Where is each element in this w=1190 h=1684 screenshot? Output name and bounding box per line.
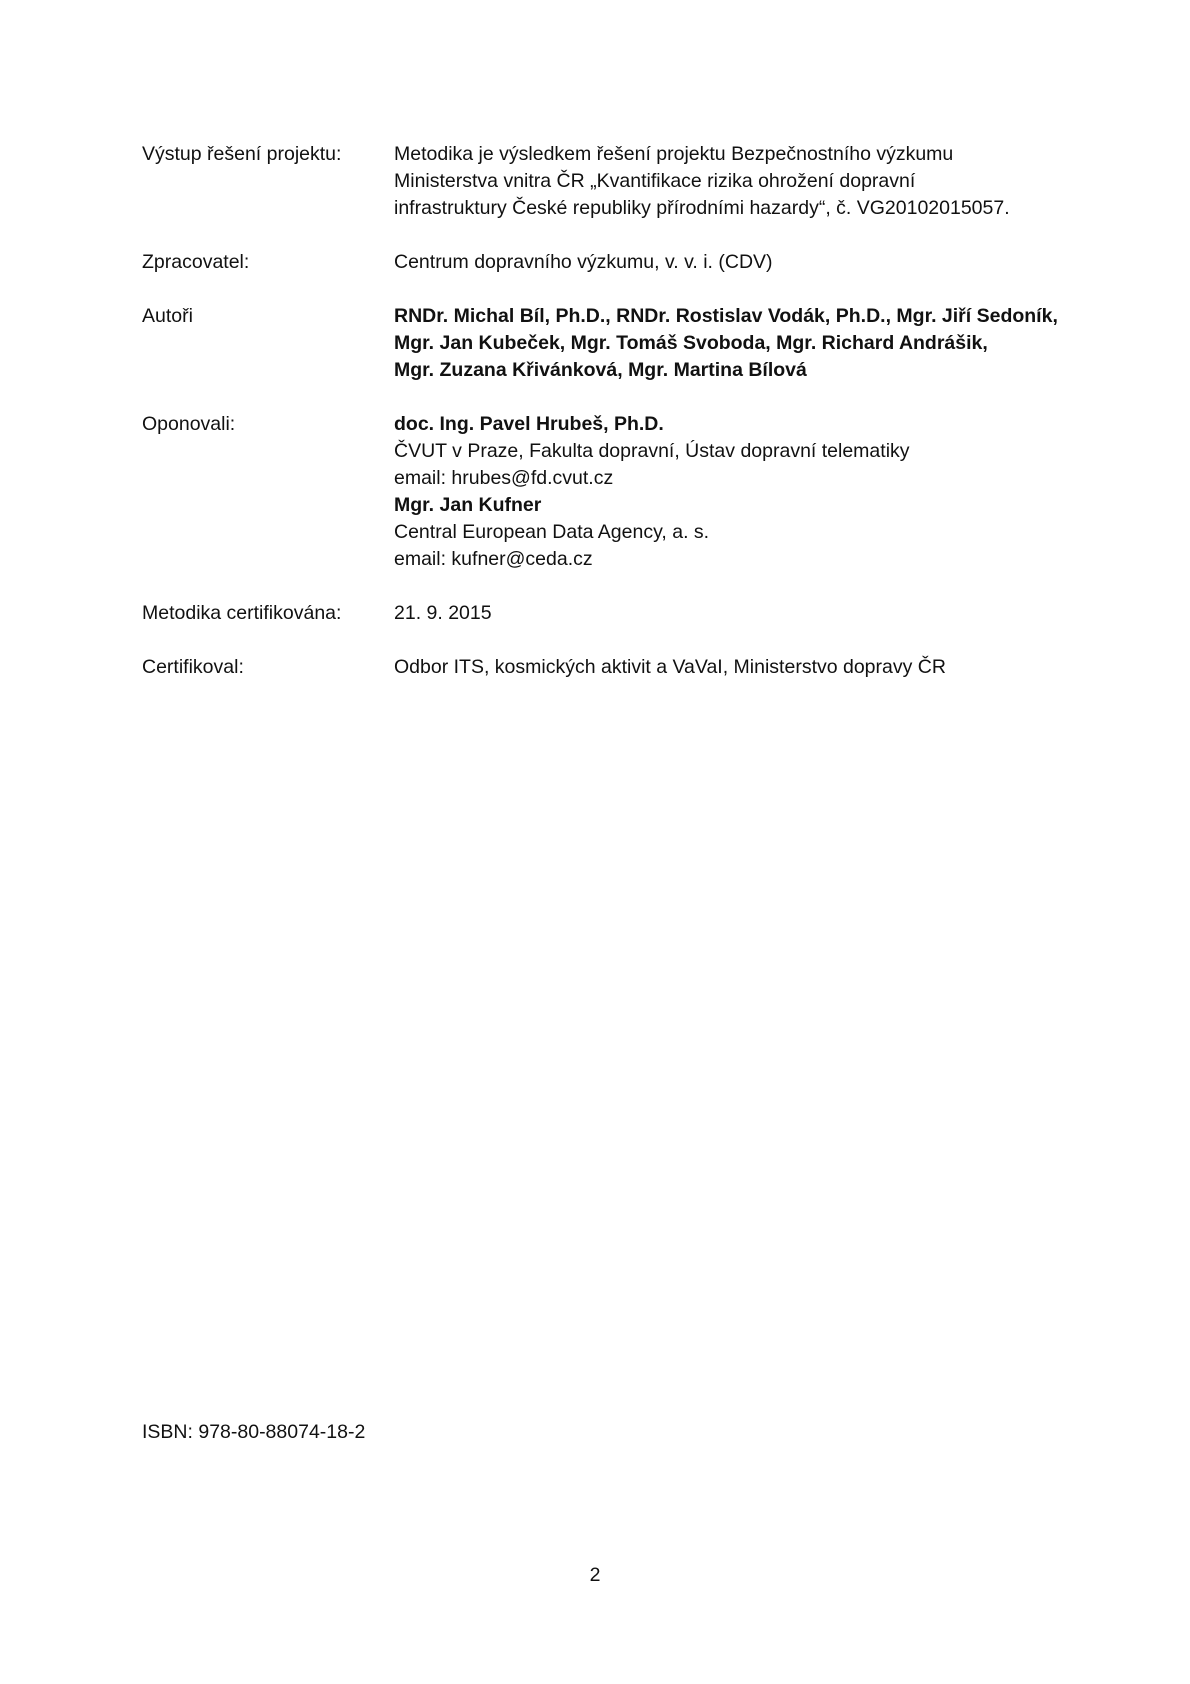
label-reviewers: Oponovali: — [142, 413, 236, 435]
label-project-output: Výstup řešení projektu: — [142, 143, 342, 165]
value-processor — [394, 249, 1074, 276]
page-number: 2 — [589, 1564, 601, 1586]
authors-line: Mgr. Jan Kubeček, Mgr. Tomáš Svoboda, Mgr. Richard Andrášik, — [394, 332, 988, 354]
certified-by-line: Odbor ITS, kosmických aktivit a VaVaI, Ministerstvo dopravy ČR — [394, 656, 946, 678]
value-certified-date — [394, 600, 1074, 627]
value-project-output — [394, 141, 1074, 222]
reviewer-email: email: kufner@ceda.cz — [394, 548, 593, 570]
processor-line: Centrum dopravního výzkumu, v. v. i. (CDV) — [394, 251, 773, 273]
project-output-line: Ministerstva vnitra ČR „Kvantifikace rizika ohrožení dopravní — [394, 170, 916, 192]
label-authors: Autoři — [142, 305, 193, 327]
certified-date-line: 21. 9. 2015 — [394, 602, 492, 624]
value-certified-by — [394, 654, 1074, 681]
project-output-line: Metodika je výsledkem řešení projektu Bezpečnostního výzkumu — [394, 143, 954, 165]
reviewer-name: doc. Ing. Pavel Hrubeš, Ph.D. — [394, 413, 664, 435]
project-output-line: infrastruktury České republiky přírodními hazardy“, č. VG20102015057. — [394, 197, 1010, 219]
label-certified-by: Certifikoval: — [142, 656, 244, 678]
reviewer-name: Mgr. Jan Kufner — [394, 494, 542, 516]
isbn: ISBN: 978-80-88074-18-2 — [142, 1421, 366, 1443]
label-processor: Zpracovatel: — [142, 251, 250, 273]
reviewer-affiliation: Central European Data Agency, a. s. — [394, 521, 710, 543]
authors-line: Mgr. Zuzana Křivánková, Mgr. Martina Bílová — [394, 359, 807, 381]
value-reviewers — [394, 411, 1074, 573]
reviewer-email: email: hrubes@fd.cvut.cz — [394, 467, 614, 489]
authors-line: RNDr. Michal Bíl, Ph.D., RNDr. Rostislav Vodák, Ph.D., Mgr. Jiří Sedoník, — [394, 305, 1058, 327]
reviewer-affiliation: ČVUT v Praze, Fakulta dopravní, Ústav dopravní telematiky — [394, 440, 910, 462]
label-certified-date: Metodika certifikována: — [142, 602, 342, 624]
value-authors — [394, 303, 1074, 384]
